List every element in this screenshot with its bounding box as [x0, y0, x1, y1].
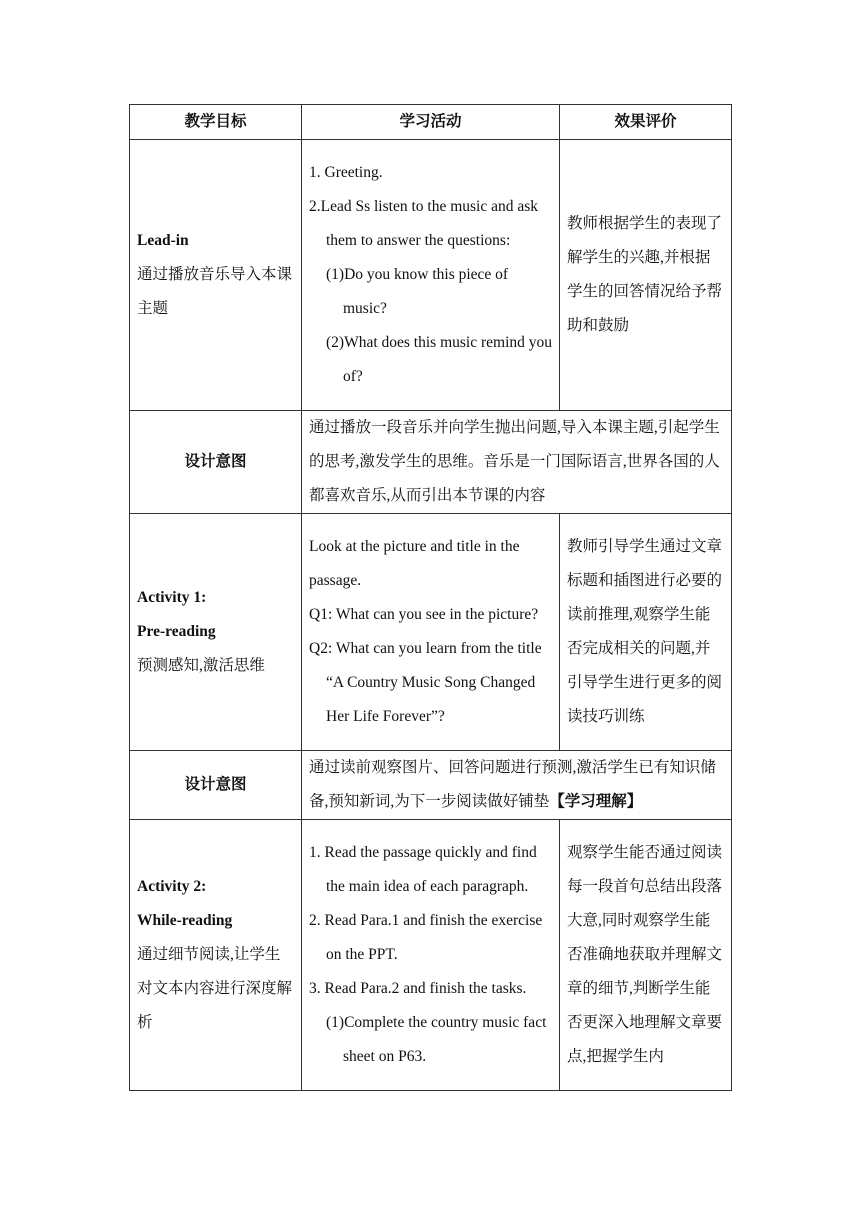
activity-item: Q1: What can you see in the picture? — [309, 606, 539, 623]
design-text: 通过播放一段音乐并向学生抛出问题,导入本课主题,引起学生的思考,激发学生的思维。音乐是一门国际语言,世界各国的人都喜欢音乐,从而引出本节课的内容 — [302, 411, 732, 514]
lesson-plan-table — [129, 104, 732, 1091]
design-text: 通过读前观察图片、回答问题进行预测,激活学生已有知识储备,预知新词,为下一步阅读做好铺垫 — [309, 759, 716, 810]
header-evaluation: 效果评价 — [560, 105, 732, 140]
evaluation-cell: 观察学生能否通过阅读每一段首句总结出段落大意,同时观察学生能否准确地获取并理解文章的细节,判断学生能否更深入地理解文章要点,把握学生内 — [560, 820, 732, 1091]
activity-cell — [302, 514, 560, 751]
activity-item: 2. Read Para.1 and finish the exercise on the PPT. — [309, 912, 543, 963]
evaluation-cell: 教师根据学生的表现了解学生的兴趣,并根据学生的回答情况给予帮助和鼓励 — [560, 140, 732, 411]
design-row — [130, 411, 732, 514]
activity-item: Q2: What can you learn from the title “A Country Music Song Changed Her Life Forever”? — [309, 640, 542, 725]
evaluation-cell: 教师引导学生通过文章标题和插图进行必要的读前推理,观察学生能否完成相关的问题,并引导学生进行更多的阅读技巧训练 — [560, 514, 732, 751]
goal-desc: 通过细节阅读,让学生对文本内容进行深度解析 — [137, 946, 293, 1031]
header-activity: 学习活动 — [302, 105, 560, 140]
design-label: 设计意图 — [130, 751, 302, 820]
activity-item: (1)Complete the country music fact sheet on P63. — [326, 1014, 547, 1065]
activity-cell — [302, 140, 560, 411]
goal-title: Activity 1: — [137, 589, 207, 606]
activity-cell — [302, 820, 560, 1091]
activity-item: (1)Do you know this piece of music? — [326, 266, 509, 317]
goal-title: Lead-in — [137, 232, 189, 249]
table-row — [130, 820, 732, 1091]
design-label: 设计意图 — [130, 411, 302, 514]
activity-item: 3. Read Para.2 and finish the tasks. — [309, 980, 527, 997]
goal-desc: 预测感知,激活思维 — [137, 657, 265, 674]
design-cell — [302, 751, 732, 820]
table-row — [130, 140, 732, 411]
goal-subtitle: While-reading — [137, 912, 233, 929]
activity-item: 1. Read the passage quickly and find the main idea of each paragraph. — [309, 844, 537, 895]
goal-cell — [130, 140, 302, 411]
activity-item: (2)What does this music remind you of? — [326, 334, 552, 385]
activity-item: 1. Greeting. — [309, 164, 383, 181]
table-header-row — [130, 105, 732, 140]
goal-desc: 通过播放音乐导入本课主题 — [137, 266, 293, 317]
goal-subtitle: Pre-reading — [137, 623, 216, 640]
design-row — [130, 751, 732, 820]
goal-cell — [130, 820, 302, 1091]
activity-item: 2.Lead Ss listen to the music and ask them to answer the questions: — [309, 198, 539, 249]
goal-title: Activity 2: — [137, 878, 207, 895]
table-row — [130, 514, 732, 751]
header-goal: 教学目标 — [130, 105, 302, 140]
design-tag: 【学习理解】 — [549, 793, 643, 810]
activity-item: Look at the picture and title in the passage. — [309, 538, 520, 589]
goal-cell — [130, 514, 302, 751]
